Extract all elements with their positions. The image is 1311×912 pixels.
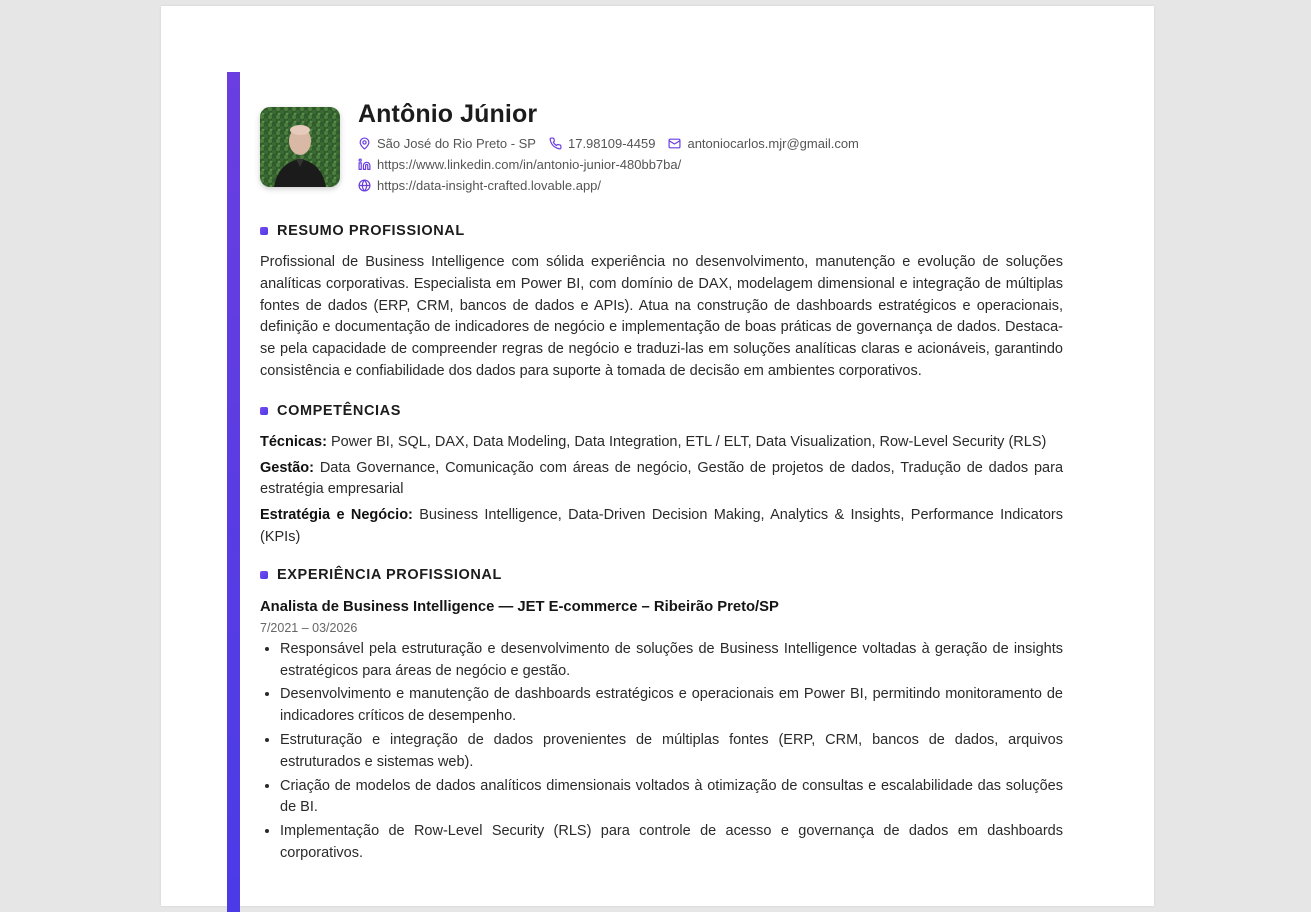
experience-heading: EXPERIÊNCIA PROFISSIONAL	[260, 567, 1063, 583]
phone-text: 17.98109-4459	[567, 136, 656, 151]
section-marker-icon	[260, 571, 268, 579]
job-title: Analista de Business Intelligence — JET E-commerce – Ribeirão Preto/SP	[260, 598, 779, 615]
linkedin-link[interactable]: https://www.linkedin.com/in/antonio-junior-480bb7ba/	[377, 157, 682, 172]
location-item	[358, 136, 536, 151]
summary-section	[260, 223, 1063, 383]
location-text: São José do Rio Preto - SP	[377, 136, 536, 151]
linkedin-row	[358, 154, 872, 175]
map-pin-icon	[358, 137, 371, 150]
skill-row-gestao: Gestão: Data Governance, Comunicação com áreas de negócio, Gestão de projetos de dados, Tradução de dados para estratégia empresarial	[260, 459, 1064, 498]
resume-header	[260, 96, 1063, 196]
job-dates: 7/2021 – 03/2026	[260, 620, 358, 635]
resume-page	[161, 6, 1154, 906]
section-marker-icon	[260, 407, 268, 415]
phone-icon	[549, 137, 562, 150]
list-item: • Responsável pela estruturação e desenvolvimento de soluções de Business Intelligence voltadas à geração de insights estratégicos para áreas de negócio e gestão.	[280, 639, 1063, 683]
header-info	[358, 96, 872, 196]
mail-icon	[668, 137, 681, 150]
website-link[interactable]: https://data-insight-crafted.lovable.app/	[377, 178, 602, 193]
list-item: • Criação de modelos de dados analíticos dimensionais voltados à otimização de consultas e escalabilidade das soluções de BI.	[280, 776, 1063, 820]
skill-row-tecnicas: Técnicas: Power BI, SQL, DAX, Data Modeling, Data Integration, ETL / ELT, Data Visualization, Row-Level Security (RLS)	[260, 433, 1047, 450]
resume-content	[260, 96, 1063, 867]
accent-bar	[227, 72, 240, 912]
skills-list	[260, 432, 1063, 549]
section-marker-icon	[260, 227, 268, 235]
job-bullets	[260, 639, 1063, 865]
email-item[interactable]	[668, 136, 858, 151]
skills-section	[260, 403, 1063, 549]
profile-photo	[260, 107, 340, 187]
summary-text: Profissional de Business Intelligence com sólida experiência no desenvolvimento, manutenção e evolução de soluções analíticas corporativas. Especialista em Power BI, com domínio de DAX, modelagem dimensional e integração de múltiplas fontes de dados (ERP, CRM, bancos de dados e APIs). Atua na construção de dashboards estratégicos e operacionais, definição e documentação de indicadores de negócio e implementação de boas práticas de governança de dados. Destaca-se pela capacidade de compreender regras de negócio e traduzi-las em soluções analíticas claras e acionáveis, garantindo consistência e confiabilidade dos dados para suporte à tomada de decisão em ambientes corporativos.	[260, 254, 1063, 379]
list-item: • Desenvolvimento e manutenção de dashboards estratégicos e operacionais em Power BI, permitindo monitoramento de indicadores críticos de desempenho.	[280, 684, 1063, 728]
globe-icon	[358, 179, 371, 192]
phone-item	[549, 136, 655, 151]
linkedin-item[interactable]	[358, 157, 681, 172]
list-item: • Implementação de Row-Level Security (RLS) para controle de acesso e governança de dados em dashboards corporativos.	[280, 821, 1063, 865]
email-text[interactable]: antoniocarlos.mjr@gmail.com	[687, 136, 859, 151]
list-item: • Estruturação e integração de dados provenientes de múltiplas fontes (ERP, CRM, bancos de dados, arquivos estruturados e sistemas web).	[280, 730, 1063, 774]
experience-section	[260, 567, 1063, 865]
website-item[interactable]	[358, 178, 601, 193]
contact-row	[358, 133, 872, 154]
skills-heading: COMPETÊNCIAS	[260, 403, 1063, 419]
candidate-name: Antônio Júnior	[358, 100, 538, 128]
job-entry	[260, 599, 1063, 865]
linkedin-icon	[358, 158, 371, 171]
website-row	[358, 175, 872, 196]
skill-row-estrategia: Estratégia e Negócio: Business Intelligence, Data-Driven Decision Making, Analytics & Insights, Performance Indicators (KPIs)	[260, 507, 1063, 545]
summary-heading: RESUMO PROFISSIONAL	[260, 223, 1063, 239]
